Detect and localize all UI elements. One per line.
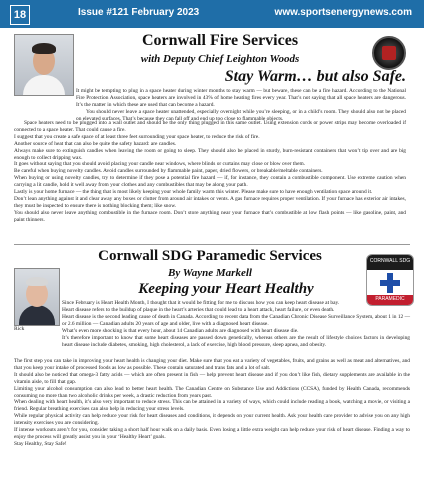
shirt-shape <box>19 305 55 325</box>
fire-tagline: Stay Warm… but also Safe. <box>224 68 406 85</box>
paragraph: I suggest that you create a safe space of at least three feet surrounding your space heater, to reduce the risk of fire. <box>14 133 260 140</box>
paragraph: Be careful when buying novelty candles. Avoid candles surrounded by flammable paint, paper, dried flowers, or breakable/meltable containers. <box>14 168 323 175</box>
paragraph: Another source of heat that can also be quite the safety hazard: are candles. <box>14 140 177 147</box>
paramedic-body-block <box>14 358 410 448</box>
paragraph: Since February is Heart Health Month, I thought that it would be fitting for me to discuss how you can keep heart disease at bay. <box>62 300 340 306</box>
paramedic-tagline: Keeping your Heart Healthy <box>138 281 314 297</box>
paragraph: When dealing with heart health, it’s also very important to reduce stress. This can be attained in a variety of ways, which could include reading a book, watching a movie, or visiting a friend. Regular breathing exercises can also help in reducing your stress levels. <box>14 399 410 413</box>
paragraph: Don’t lean anything against it and clear away any boxes or clutter from around air intakes or vents. A gas furnace requires proper ventilation. If your furnace has exterior air intakes, they must be inspected to ensure there is nothing blocking them; like snow. <box>14 195 406 209</box>
paragraph: It’s therefore important to know that some heart diseases are passed down genetically, whereas others are the result of lifestyle choices factors in developing heart disease include diabetes, smoking, high cholesterol, a lack of exercise, high blood pressure, sleep apnea, and obesity. <box>62 334 410 348</box>
paragraph: It goes without saying that you should avoid placing your candle near windows, where blinds or curtains may close or blow over them. <box>14 161 306 168</box>
paragraph: Heart disease refers to the buildup of plaque in the heart’s arteries that could lead to a heart attack, heart failure, or even death. <box>62 306 335 313</box>
paramedic-logo <box>366 254 414 306</box>
paragraph: Space heaters need to be plugged into a wall outlet and should be the only thing plugged in this same outlet. Using extension cords or power strips may become overloaded if connected to a space heater. That could cause a fire. <box>14 120 406 133</box>
fire-badge-icon <box>372 36 406 70</box>
star-of-life-icon <box>380 273 400 293</box>
paramedic-logo-band: PARAMEDIC <box>367 295 413 305</box>
page-header <box>0 0 424 28</box>
paragraph: You should also never leave anything combustible in the furnace room. Don’t store anything near your furnace that’s combustible at low flash points — like gasoline, paint, and paint thinners. <box>14 209 406 223</box>
hair-shape <box>32 43 56 54</box>
paragraph: Limiting your alcohol consumption can also lead to better heart health. The Canadian Centre on Substance Use and Addictions (CCSA), funded by Health Canada, recommends consuming no more than two alcoholic drinks per week, a drastic reduction from years past. <box>14 385 410 399</box>
paragraph: You should never leave a space heater unattended, especially overnight while you’re sleeping, or in a child’s room. They should also not be placed on elevated surfaces. That’s because they can fall off and end up too close to flammable objects. <box>76 108 406 122</box>
paramedic-intro-block <box>62 300 362 314</box>
fire-byline: with Deputy Chief Leighton Woods <box>140 53 300 65</box>
paragraph: Heart disease is the second leading cause of death in Canada. According to recent data from the Canadian Chronic Disease Surveillance System, about 1 in 12 — or 2.6 million — Canadian adults 20 years of age and older, live with a diagnosed heart disease. <box>62 314 410 327</box>
paragraph: It might be tempting to plug in a space heater during winter months to stay warm — but beware, these can be a fire hazard. According to the National Fire Protection Association, space heaters are involved in 43% of home heating fires every year. That’s not saying that all space heaters are dangerous. It’s the matter in which these are used that can become a hazard. <box>76 88 406 108</box>
paragraph: Lastly is your home furnace — the thing that is most likely keeping your whole family warm this winter. Please make sure to have enough ventilation space around it. <box>14 189 373 196</box>
section-divider <box>14 244 410 245</box>
paragraph: Always make sure to extinguish candles when leaving the room or going to sleep. They should also be placed in sturdy, burn-resistant containers that won’t tip over and are big enough to collect dripping wax. <box>14 147 406 161</box>
paramedic-byline: By Wayne Markell <box>168 267 252 279</box>
author-photo <box>14 34 74 96</box>
paragraph: The first step you can take in improving your heart health is changing your diet. Make sure that you eat a variety of vegetables, fruits, and grains as well as meat and alternatives, and that you keep your intake of processed foods as low as possible. These contain saturated and trans fats and a lot of salt. <box>14 358 410 371</box>
fire-body-block <box>14 120 406 224</box>
paramedic-logo-top: CORNWALL SDG <box>367 255 413 270</box>
paragraph: If intense workouts aren’t for you, consider taking a short half hour walk on a daily basis. Even losing a little extra weight can help reduce your risk of heart disease. Finding a way to enjoy the process will greatly assist you in your ‘Healthy Heart’ goals. <box>14 427 410 440</box>
paragraph: What’s even more shocking is that every hour, about 14 Canadian adults are diagnosed with heart disease die. <box>62 327 299 334</box>
paramedic-article <box>0 248 424 480</box>
paragraph: While regular physical activity can help reduce your risk for heart diseases and conditions, it depends on your current health. Ask your health care provider to advise you on any high intensity exercises you are considering. <box>14 413 410 427</box>
paragraph: It should also be noticed that omega-3 fatty acids — which are often present in fish — help prevent heart disease and if you don’t like fish, dietary supplements are available in the vitamin aisle, to fill that gap. <box>14 371 410 385</box>
paragraph: When buying or using novelty candles, try to determine if they pose a potential fire hazard — if, for instance, they contain a combustible component. Use extreme caution when carrying a lit candle, hold it well away from your clothes and any combustibles that may be along your path. <box>14 175 406 189</box>
website-link[interactable]: www.sportsenergynews.com <box>274 7 412 18</box>
paramedic-title: Cornwall SDG Paramedic Services <box>98 248 322 264</box>
author-photo <box>14 268 60 326</box>
hair-shape <box>26 277 48 286</box>
photo-caption: Rick <box>14 326 25 332</box>
issue-label: Issue #121 February 2023 <box>78 7 200 18</box>
shirt-shape <box>23 75 65 95</box>
page-number: 18 <box>10 5 30 25</box>
paramedic-intro-block-2 <box>62 314 410 349</box>
fire-title: Cornwall Fire Services <box>141 32 299 49</box>
badge-emblem-icon <box>382 46 396 60</box>
fire-intro-block <box>76 88 406 123</box>
paragraph: Stay Healthy, Stay Safe! <box>14 440 67 447</box>
fire-services-article <box>0 30 424 242</box>
